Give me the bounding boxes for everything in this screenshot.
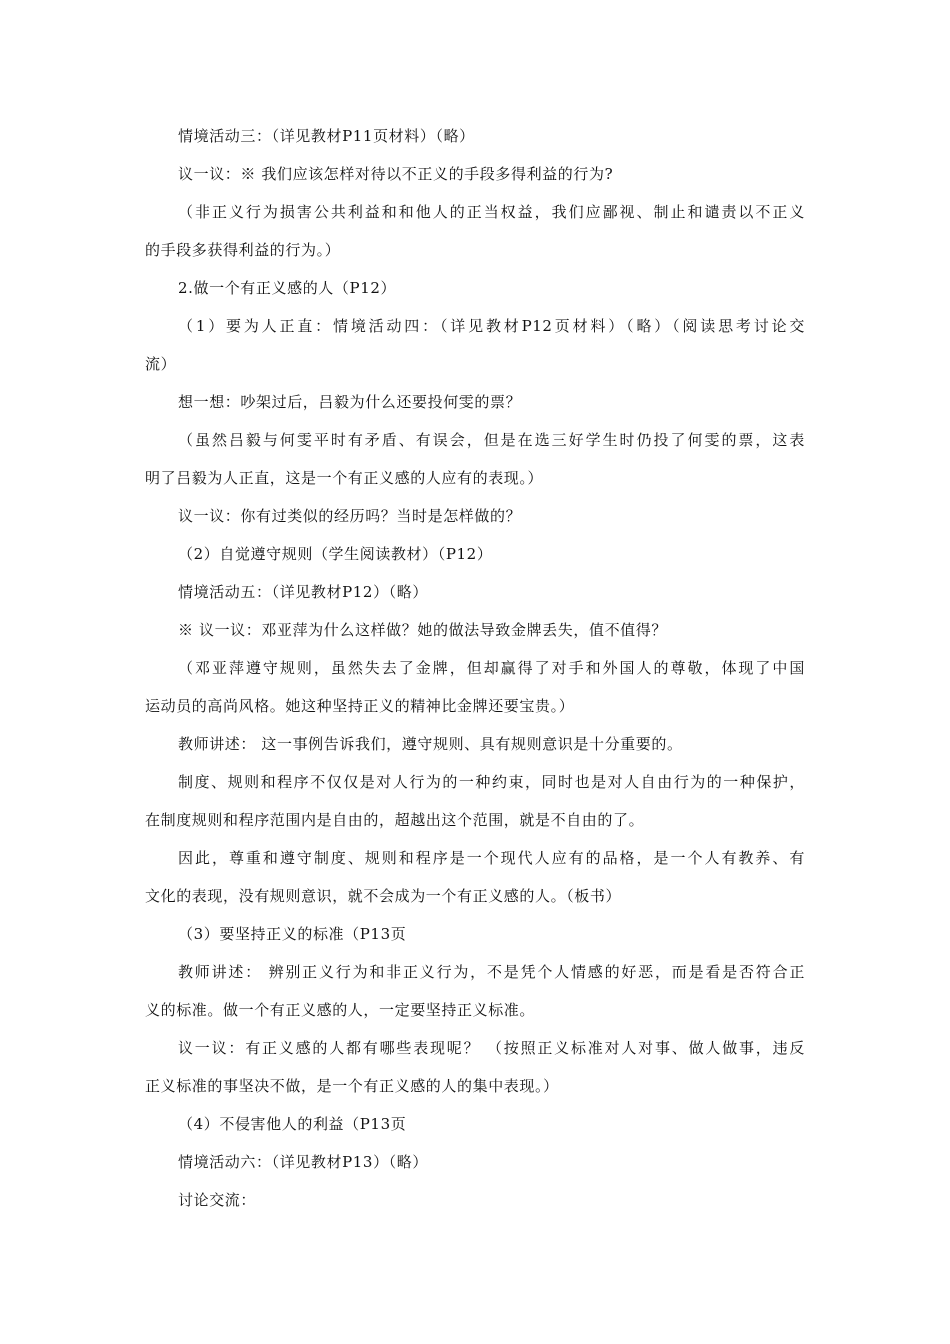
text-line: 议一议：有正义感的人都有哪些表现呢？ （按照正义标准对人对事、做人做事，违反 bbox=[178, 1039, 805, 1057]
text-line: 文化的表现，没有规则意识，就不会成为一个有正义感的人。（板书） bbox=[145, 887, 622, 905]
text-line: 情境活动六：（详见教材P13）（略） bbox=[178, 1153, 428, 1171]
text-line: 教师讲述： 辨别正义行为和非正义行为，不是凭个人情感的好恶，而是看是否符合正 bbox=[178, 963, 805, 981]
text-line: 情境活动五：（详见教材P12）（略） bbox=[178, 583, 428, 601]
text-line: 制度、规则和程序不仅仅是对人行为的一种约束，同时也是对人自由行为的一种保护， bbox=[178, 773, 805, 791]
subsection-heading: （1）要为人正直：情境活动四：（详见教材P12页材料）（略）（阅读思考讨论交 bbox=[178, 317, 805, 335]
text-line: 讨论交流： bbox=[178, 1191, 257, 1209]
text-line: （邓亚萍遵守规则，虽然失去了金牌，但却赢得了对手和外国人的尊敬，体现了中国 bbox=[178, 659, 805, 677]
text-line: 议一议：※ 我们应该怎样对待以不正义的手段多得利益的行为? bbox=[178, 165, 614, 183]
text-line: 在制度规则和程序范围内是自由的，超越出这个范围，就是不自由的了。 bbox=[145, 811, 645, 829]
text-line: 明了吕毅为人正直，这是一个有正义感的人应有的表现。） bbox=[145, 469, 544, 487]
text-line: 议一议：你有过类似的经历吗？当时是怎样做的？ bbox=[178, 507, 522, 525]
text-line: 想一想：吵架过后，吕毅为什么还要投何雯的票？ bbox=[178, 393, 522, 411]
text-line: 运动员的高尚风格。她这种坚持正义的精神比金牌还要宝贵。） bbox=[145, 697, 575, 715]
section-heading: 2.做一个有正义感的人（P12） bbox=[178, 279, 397, 297]
subsection-heading: （2）自觉遵守规则（学生阅读教材）（P12） bbox=[178, 545, 493, 563]
text-line: （非正义行为损害公共利益和和他人的正当权益，我们应鄙视、制止和谴责以不正义 bbox=[178, 203, 805, 221]
subsection-heading: （3）要坚持正义的标准（P13页 bbox=[178, 925, 407, 943]
text-line: 的手段多获得利益的行为。） bbox=[145, 241, 341, 259]
text-line: 教师讲述： 这一事例告诉我们，遵守规则、具有规则意识是十分重要的。 bbox=[178, 735, 683, 753]
text-line: 情境活动三：（详见教材P11页材料）（略） bbox=[178, 127, 475, 145]
text-line: （虽然吕毅与何雯平时有矛盾、有误会，但是在选三好学生时仍投了何雯的票，这表 bbox=[178, 431, 805, 449]
text-line: 流） bbox=[145, 355, 177, 373]
text-line: 正义标准的事坚决不做，是一个有正义感的人的集中表现。） bbox=[145, 1077, 559, 1095]
text-line: ※ 议一议：邓亚萍为什么这样做？她的做法导致金牌丢失，值不值得？ bbox=[178, 621, 667, 639]
text-line: 义的标准。做一个有正义感的人，一定要坚持正义标准。 bbox=[145, 1001, 536, 1019]
text-line: 因此，尊重和遵守制度、规则和程序是一个现代人应有的品格，是一个人有教养、有 bbox=[178, 849, 805, 867]
subsection-heading: （4）不侵害他人的利益（P13页 bbox=[178, 1115, 407, 1133]
